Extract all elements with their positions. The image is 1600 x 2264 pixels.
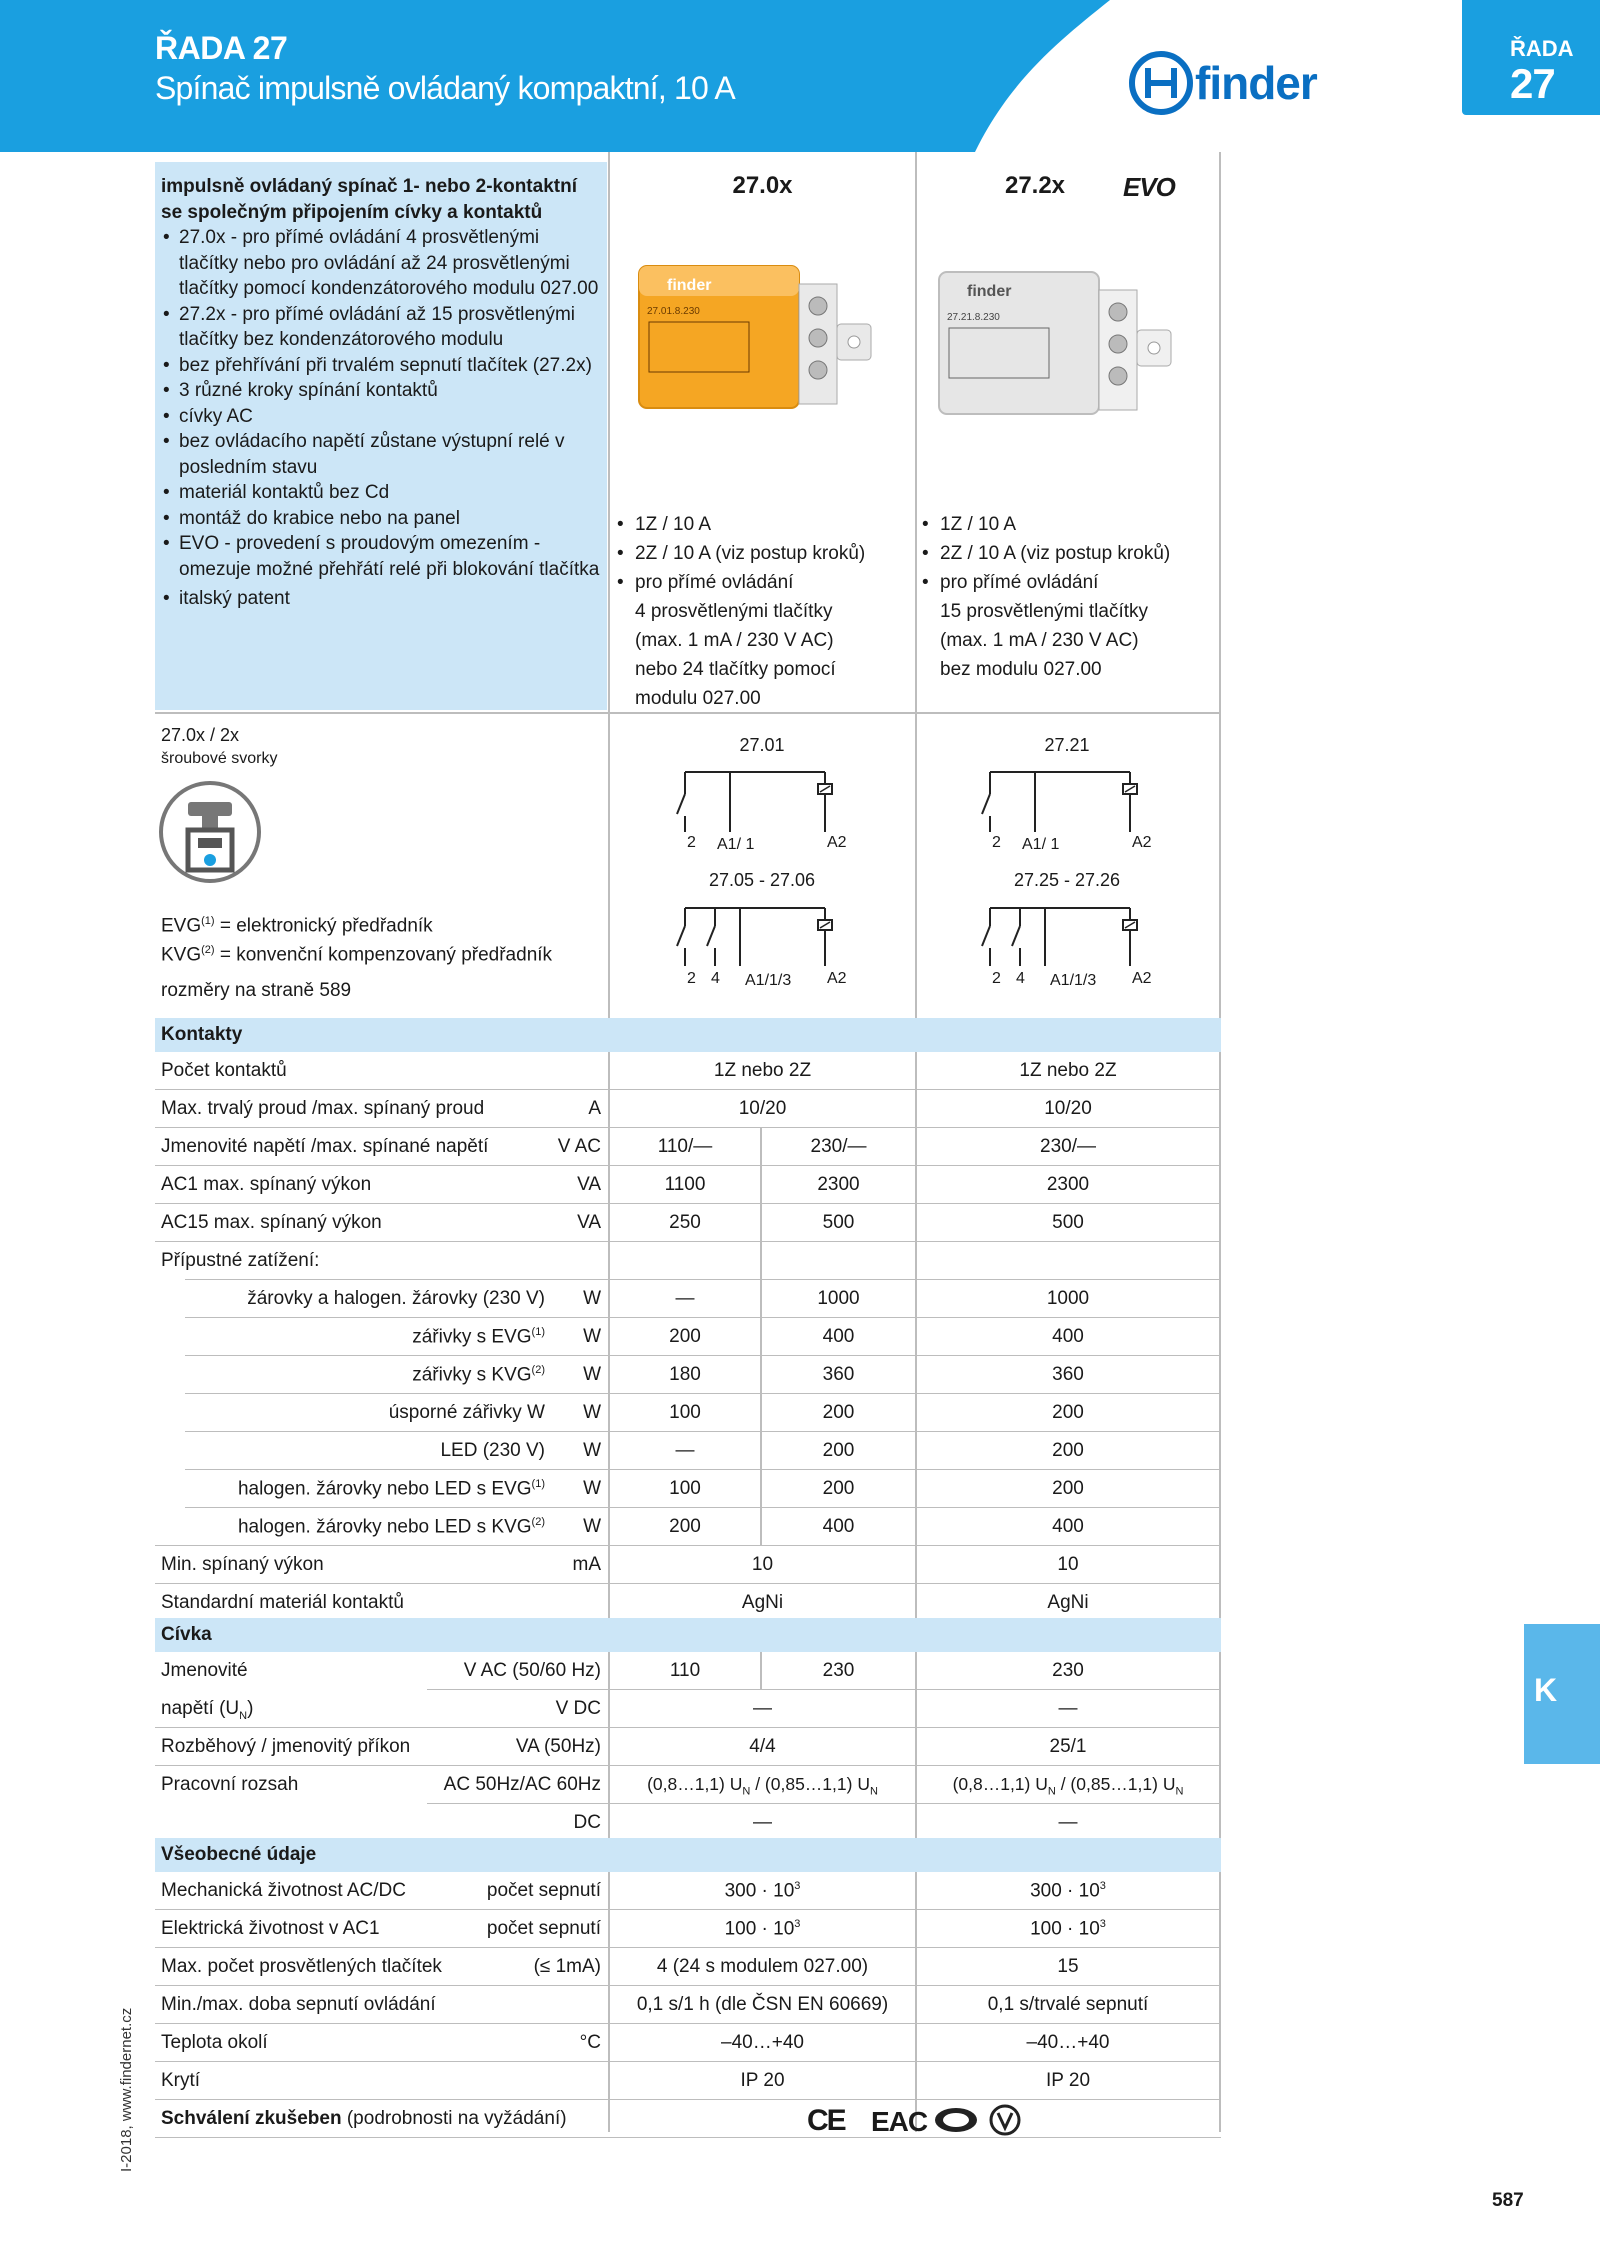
legend-sup: (1) — [201, 915, 215, 927]
spec-row — [155, 1052, 1221, 1090]
col2-feature-cont: 15 prosvětlenými tlačítky — [940, 601, 1149, 622]
terminal-2: 2 — [992, 834, 1001, 851]
row-unit: W — [583, 1516, 601, 1537]
col2-feature: • 1Z / 10 A — [920, 510, 1220, 539]
row-value: $300 \cdot 10^3$ — [724, 1880, 801, 1902]
row-value: 180 — [669, 1364, 701, 1385]
terminal-a1: A1/ 1 — [717, 836, 755, 853]
row-value: $100 \cdot 10^3$ — [1030, 1918, 1106, 1940]
gost-mark-icon — [989, 2104, 1021, 2136]
legend-evg — [161, 915, 433, 937]
svg-text:finder: finder — [667, 277, 712, 294]
row-unit: VA — [577, 1212, 601, 1233]
row-value: 1Z nebo 2Z — [1019, 1060, 1117, 1081]
row-value: 110 — [669, 1660, 701, 1681]
row-value: — — [753, 1812, 772, 1833]
row-value: 400 — [822, 1516, 855, 1537]
row-unit: W — [583, 1478, 601, 1499]
row-value: 10/20 — [1044, 1098, 1092, 1119]
row-unit: W — [583, 1288, 601, 1309]
row-value: 1Z nebo 2Z — [713, 1060, 812, 1081]
spec-row — [155, 1584, 1221, 1618]
row-value: 200 — [1052, 1478, 1084, 1499]
col1-feature-cont: modulu 027.00 — [635, 688, 761, 709]
row-unit: A — [588, 1098, 601, 1119]
spec-row — [155, 2100, 1221, 2138]
row-unit: VA — [577, 1174, 601, 1195]
row-unit: počet sepnutí — [486, 1880, 601, 1901]
row-value: (0,8…1,1) $U_N$ / (0,85…1,1) $U_N$ — [647, 1774, 878, 1798]
row-value: IP 20 — [1045, 2070, 1091, 2091]
row-unit: W — [583, 1402, 601, 1423]
row-value: — — [1058, 1698, 1078, 1719]
spec-row — [155, 1280, 1221, 1318]
row-label: Přípustné zatížení: — [161, 1250, 320, 1271]
series-subtitle: Spínač impulsně ovládaný kompaktní, 10 A — [155, 70, 735, 106]
row-value: 200 — [822, 1478, 855, 1499]
product-27-21-label: 27.21.8.230 — [947, 312, 1000, 323]
row-value: 500 — [1052, 1212, 1084, 1233]
diagram-27-25-label: 27.25 - 27.26 — [1013, 870, 1121, 890]
row-unit: DC — [573, 1812, 601, 1833]
spec-row — [155, 1242, 1221, 1280]
terminals-sub: šroubové svorky — [161, 750, 278, 767]
row-value: 4 (24 s modulem 027.00) — [656, 1956, 869, 1977]
terminal-4: 4 — [711, 970, 720, 987]
row-value: 230 — [822, 1660, 855, 1681]
row-value: 110/— — [657, 1136, 713, 1157]
product-27-01-label: 27.01.8.230 — [647, 306, 700, 317]
row-value: 360 — [1052, 1364, 1084, 1385]
spec-row — [155, 1356, 1221, 1394]
row-label: Jmenovité napětí /max. spínané napětí — [161, 1136, 489, 1157]
section-title: Všeobecné údaje — [161, 1844, 317, 1865]
intro-bullet: • 27.2x - pro přímé ovládání až 15 prosvětlenými tlačítky bez kondenzátorového modulu — [161, 302, 601, 353]
row-label: halogen. žárovky nebo LED s EVG$^{(1)}$ — [237, 1478, 545, 1500]
row-label: Krytí — [161, 2070, 201, 2091]
legend-evg-text: = elektronický předřadník — [219, 915, 433, 937]
row-value: 230/— — [810, 1136, 867, 1157]
row-label: Min. spínaný výkon — [161, 1554, 324, 1575]
terminal-a1: A1/ 1 — [1022, 836, 1060, 853]
col1-feature-cont: (max. 1 mA / 230 V AC) — [635, 630, 834, 651]
row-value: 4/4 — [749, 1736, 776, 1757]
intro-bullet: • cívky AC — [161, 404, 601, 430]
row-value: 15 — [1057, 1956, 1079, 1977]
terminal-4: 4 — [1016, 970, 1025, 987]
eac-mark-icon: EAC — [871, 2106, 928, 2137]
row-unit: počet sepnutí — [486, 1918, 601, 1939]
intro-bullet: • 27.0x - pro přímé ovládání 4 prosvětlenými tlačítky nebo pro ovládání až 24 prosvětlenými tlačítky pomocí kondenzátorového modulu 027.00 — [161, 225, 601, 302]
row-value: 400 — [822, 1326, 855, 1347]
row-value: AgNi — [1047, 1592, 1089, 1613]
diagram-27-05-label: 27.05 - 27.06 — [708, 870, 816, 890]
row-value: 25/1 — [1049, 1736, 1087, 1757]
spec-row — [155, 1728, 1221, 1766]
diagram-27-21-label: 27.21 — [1044, 735, 1090, 755]
terminal-2: 2 — [687, 970, 696, 987]
row-unit: W — [583, 1326, 601, 1347]
row-label: Jmenovité — [161, 1660, 248, 1681]
row-unit: VA (50Hz) — [515, 1736, 601, 1757]
section-title: Kontakty — [161, 1024, 243, 1045]
col2-features — [920, 510, 1220, 684]
row-label: AC15 max. spínaný výkon — [161, 1212, 382, 1233]
intro-title: impulsně ovládaný spínač 1- nebo 2-kontaktní se společným připojením cívky a kontaktů — [161, 176, 577, 223]
spec-row — [155, 1652, 1221, 1690]
intro-bullet: • bez přehřívání při trvalém sepnutí tlačítek (27.2x) — [161, 353, 601, 379]
col1-feature-cont: 4 prosvětlenými tlačítky — [635, 601, 833, 622]
terminal-2: 2 — [687, 834, 696, 851]
row-value: — — [675, 1440, 695, 1461]
row-unit: mA — [572, 1554, 601, 1575]
section-k-tab — [1524, 1624, 1600, 1764]
spec-row — [155, 1948, 1221, 1986]
intro-bullet: • materiál kontaktů bez Cd — [161, 480, 601, 506]
row-value: 1100 — [664, 1174, 706, 1195]
row-value: 0,1 s/trvalé sepnutí — [987, 1994, 1149, 2015]
row-unit: (≤ 1mA) — [533, 1956, 601, 1977]
row-label: zářivky s KVG$^{(2)}$ — [412, 1364, 545, 1386]
row-label: Teplota okolí — [161, 2032, 268, 2053]
terminal-a2: A2 — [1132, 970, 1152, 987]
row-value: 500 — [822, 1212, 855, 1233]
row-value: 400 — [1052, 1516, 1084, 1537]
row-label: AC1 max. spínaný výkon — [161, 1174, 372, 1195]
row-value: 360 — [822, 1364, 855, 1385]
series-tab-number: 27 — [1510, 60, 1555, 107]
row-unit: V DC — [555, 1698, 601, 1719]
product-27-01-image — [637, 264, 877, 414]
spec-row — [155, 1394, 1221, 1432]
row-value: 100 — [669, 1402, 701, 1423]
intro-bullets — [161, 225, 601, 612]
row-value: 10/20 — [738, 1098, 787, 1119]
row-value: 200 — [822, 1402, 855, 1423]
section-coil — [155, 1618, 1221, 1652]
row-value: — — [1058, 1812, 1078, 1833]
col2-feature-cont: (max. 1 mA / 230 V AC) — [940, 630, 1139, 651]
page-header — [0, 0, 1600, 152]
row-label: Schválení zkušeben (podrobnosti na vyžádání) — [161, 2108, 567, 2129]
row-label: Počet kontaktů — [161, 1060, 287, 1081]
row-value: 200 — [1052, 1440, 1084, 1461]
section-general — [155, 1838, 1221, 1872]
row-value: AgNi — [741, 1592, 784, 1613]
row-value: 230 — [1052, 1660, 1084, 1681]
terminal-a1-1-3: A1/1/3 — [745, 972, 792, 989]
series-tab-label: ŘADA — [1510, 36, 1574, 61]
col2-title: 27.2x — [1004, 172, 1066, 199]
row-value: 10 — [751, 1554, 774, 1575]
intro-bullet: • 3 různé kroky spínání kontaktů — [161, 378, 601, 404]
row-value: $300 \cdot 10^3$ — [1030, 1880, 1106, 1902]
row-value: 200 — [1052, 1402, 1084, 1423]
row-label: LED (230 V) — [440, 1440, 545, 1461]
row-label: Min./max. doba sepnutí ovládání — [161, 1994, 436, 2015]
row-value: 1000 — [1046, 1288, 1090, 1309]
spec-row — [155, 1546, 1221, 1584]
row-value: $100 \cdot 10^3$ — [724, 1918, 801, 1940]
col1-title: 27.0x — [732, 172, 793, 199]
intro-text — [161, 174, 601, 612]
spec-row — [155, 1910, 1221, 1948]
series-tab — [1462, 0, 1600, 115]
row-label: Rozběhový / jmenovitý příkon — [161, 1736, 411, 1757]
terminal-a1-1-3: A1/1/3 — [1050, 972, 1097, 989]
k-tab-label: K — [1534, 1672, 1558, 1708]
spec-row — [155, 2024, 1221, 2062]
spec-row — [155, 1470, 1221, 1508]
row-value: –40…+40 — [721, 2032, 804, 2053]
spec-row — [155, 1986, 1221, 2024]
side-note: I-2018, www.findernet.cz — [118, 2007, 135, 2172]
spec-row — [155, 1318, 1221, 1356]
terminals-label: 27.0x / 2x — [161, 725, 240, 745]
row-value: 250 — [669, 1212, 701, 1233]
series-title: ŘADA 27 — [155, 30, 288, 66]
spec-row — [155, 1090, 1221, 1128]
product-27-21-image — [937, 270, 1177, 420]
spec-row — [155, 1804, 1221, 1838]
intro-bullet: • EVO - provedení s proudovým omezením - omezuje možné přehřátí relé při blokování tlačítka — [161, 531, 601, 582]
row-unit: W — [583, 1364, 601, 1385]
terminal-a2: A2 — [1132, 834, 1152, 851]
row-value: 10 — [1057, 1554, 1079, 1575]
row-value: 200 — [669, 1326, 701, 1347]
section-divider — [155, 712, 1221, 714]
row-value: 0,1 s/1 h (dle ČSN EN 60669) — [636, 1994, 889, 2015]
spec-row — [155, 1872, 1221, 1910]
col1-feature: • 2Z / 10 A (viz postup kroků) — [615, 539, 915, 568]
col1-feature-cont: nebo 24 tlačítky pomocí — [635, 659, 836, 680]
legend-kvg — [161, 944, 552, 966]
spec-row — [155, 1432, 1221, 1470]
spec-row — [155, 1508, 1221, 1546]
row-value: 200 — [669, 1516, 701, 1537]
row-value: –40…+40 — [1026, 2032, 1110, 2053]
intro-bullet: • montáž do krabice nebo na panel — [161, 506, 601, 532]
row-label: Elektrická životnost v AC1 — [161, 1918, 380, 1939]
ce-mark-icon: CE — [807, 2104, 845, 2137]
spec-row — [155, 1204, 1221, 1242]
row-value: 2300 — [817, 1174, 860, 1195]
legend-kvg-name: KVG — [161, 944, 202, 966]
row-value: 2300 — [1046, 1174, 1090, 1195]
pct-mark-icon — [933, 2106, 979, 2134]
row-value: IP 20 — [740, 2070, 785, 2091]
row-value: 200 — [822, 1440, 855, 1461]
page-number: 587 — [1492, 2190, 1524, 2211]
row-unit: V AC — [557, 1136, 601, 1157]
spec-row — [155, 1166, 1221, 1204]
terminal-a2: A2 — [827, 970, 847, 987]
row-value: (0,8…1,1) $U_N$ / (0,85…1,1) $U_N$ — [952, 1774, 1184, 1798]
terminal-a2: A2 — [827, 834, 847, 851]
col2-feature-cont: bez modulu 027.00 — [940, 659, 1102, 680]
col2-feature: • 2Z / 10 A (viz postup kroků) — [920, 539, 1220, 568]
section-contacts — [155, 1018, 1221, 1052]
spec-row — [155, 1690, 1221, 1728]
intro-bullet: • bez ovládacího napětí zůstane výstupní relé v posledním stavu — [161, 429, 601, 480]
diagram-27-01-label: 27.01 — [739, 735, 785, 755]
row-label: úsporné zářivky W — [388, 1402, 545, 1423]
row-unit: W — [583, 1440, 601, 1461]
row-label: Standardní materiál kontaktů — [161, 1592, 404, 1613]
legend-evg-name: EVG — [161, 915, 202, 937]
row-label: zářivky s EVG$^{(1)}$ — [412, 1326, 545, 1348]
spec-row — [155, 1128, 1221, 1166]
row-value: 230/— — [1040, 1136, 1096, 1157]
row-unit: AC 50Hz/AC 60Hz — [443, 1774, 601, 1795]
spec-row — [155, 1766, 1221, 1804]
finder-logo-icon — [1128, 50, 1194, 116]
row-label: Max. počet prosvětlených tlačítek — [161, 1956, 442, 1977]
row-value: — — [753, 1698, 772, 1719]
row-label: Max. trvalý proud /max. spínaný proud — [161, 1098, 485, 1119]
row-value: 1000 — [817, 1288, 860, 1309]
terminal-2: 2 — [992, 970, 1001, 987]
row-label: halogen. žárovky nebo LED s KVG$^{(2)}$ — [237, 1516, 545, 1538]
col1-feature: • pro přímé ovládání — [615, 568, 915, 597]
row-value: — — [675, 1288, 695, 1309]
row-label: Pracovní rozsah — [161, 1774, 299, 1795]
screw-terminal-icon — [158, 780, 262, 884]
legend-kvg-text: = konvenční kompenzovaný předřadník — [219, 944, 553, 966]
row-unit: V AC (50/60 Hz) — [463, 1660, 601, 1681]
row-label: žárovky a halogen. žárovky (230 V) — [247, 1288, 545, 1309]
section-title: Cívka — [161, 1624, 212, 1645]
evo-badge: EVO — [1123, 172, 1175, 202]
row-value: 100 — [669, 1478, 701, 1499]
row-value: 400 — [1052, 1326, 1084, 1347]
spec-row — [155, 2062, 1221, 2100]
col1-features — [615, 510, 915, 713]
row-unit: °C — [579, 2032, 601, 2053]
svg-text:finder: finder — [967, 283, 1012, 300]
intro-bullet: • italský patent — [161, 586, 601, 612]
col2-feature: • pro přímé ovládání — [920, 568, 1220, 597]
row-label: Mechanická životnost AC/DC — [161, 1880, 406, 1901]
dimensions-note: rozměry na straně 589 — [161, 980, 352, 1001]
col1-feature: • 1Z / 10 A — [615, 510, 915, 539]
legend-sup: (2) — [201, 944, 215, 956]
row-label: napětí $(U_N)$ — [161, 1698, 254, 1722]
finder-logo-text: finder — [1195, 57, 1317, 109]
